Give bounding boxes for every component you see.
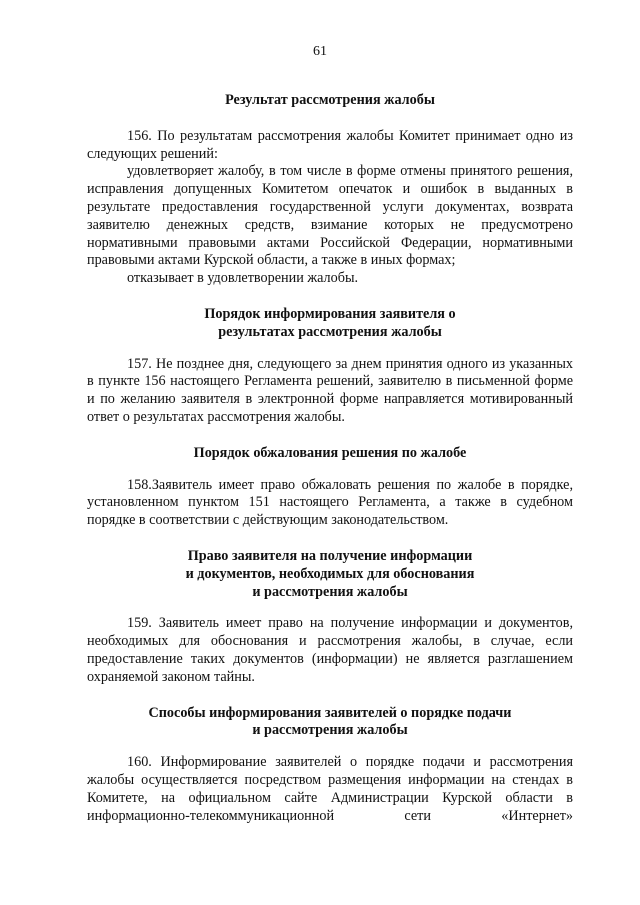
paragraph-157: 157. Не позднее дня, следующего за днем принятия одного из указанных в пункте 156 настоящего Регламента решений, заявителю в письменной форме и по желанию заявителя в электронной форме направляется мотивированный ответ о результатах рассмотрения жалобы.: [87, 355, 573, 425]
heading-line: и рассмотрения жалобы: [252, 583, 408, 600]
heading-line: Порядок информирования заявителя о: [204, 305, 456, 322]
heading-line: результатах рассмотрения жалобы: [218, 323, 442, 340]
heading-appeal-procedure: Порядок обжалования решения по жалобе: [193, 444, 467, 461]
heading-informing-applicant: [87, 306, 573, 342]
page-number: 61: [313, 44, 327, 59]
paragraph-160: 160. Информирование заявителей о порядке подачи и рассмотрения жалобы осуществляется посредством размещения информации на стендах в Комитете, на официальном сайте Администрации Курской области в информационно-телекоммуникационной сети «Интернет»: [87, 754, 573, 824]
heading-informing-methods: [87, 705, 573, 741]
paragraph-156: 156. По результатам рассмотрения жалобы Комитет принимает одно из следующих решений:: [87, 127, 573, 162]
heading-line: Право заявителя на получение информации: [187, 547, 473, 564]
heading-applicant-rights: [87, 548, 573, 601]
document-body: [87, 88, 573, 825]
heading-line: Способы информирования заявителей о порядке подачи: [148, 704, 512, 721]
paragraph-159: 159. Заявитель имеет право на получение информации и документов, необходимых для обоснования и рассмотрения жалобы, в случае, если предоставление таких документов (информации) не является разглашением охраняемой законом тайны.: [87, 615, 573, 685]
heading-line: и рассмотрения жалобы: [252, 722, 408, 739]
paragraph-158: 158.Заявитель имеет право обжаловать решения по жалобе в порядке, установленном пунктом 151 настоящего Регламента, а также в судебном порядке в соответствии с действующим законодательством.: [87, 476, 573, 529]
heading-line: и документов, необходимых для обоснования: [185, 565, 475, 582]
paragraph-156-option-refuse: отказывает в удовлетворении жалобы.: [127, 270, 359, 287]
paragraph-156-option-satisfy: удовлетворяет жалобу, в том числе в форме отмены принятого решения, исправления допущенных Комитетом опечаток и ошибок в выданных в результате предоставления государственной услуги документах, возврата заявителю денежных средств, взимание которых не предусмотрено нормативными правовыми актами Российской Федерации, нормативными правовыми актами Курской области, а также в иных формах;: [87, 163, 573, 269]
heading-complaint-result: Результат рассмотрения жалобы: [225, 92, 435, 108]
